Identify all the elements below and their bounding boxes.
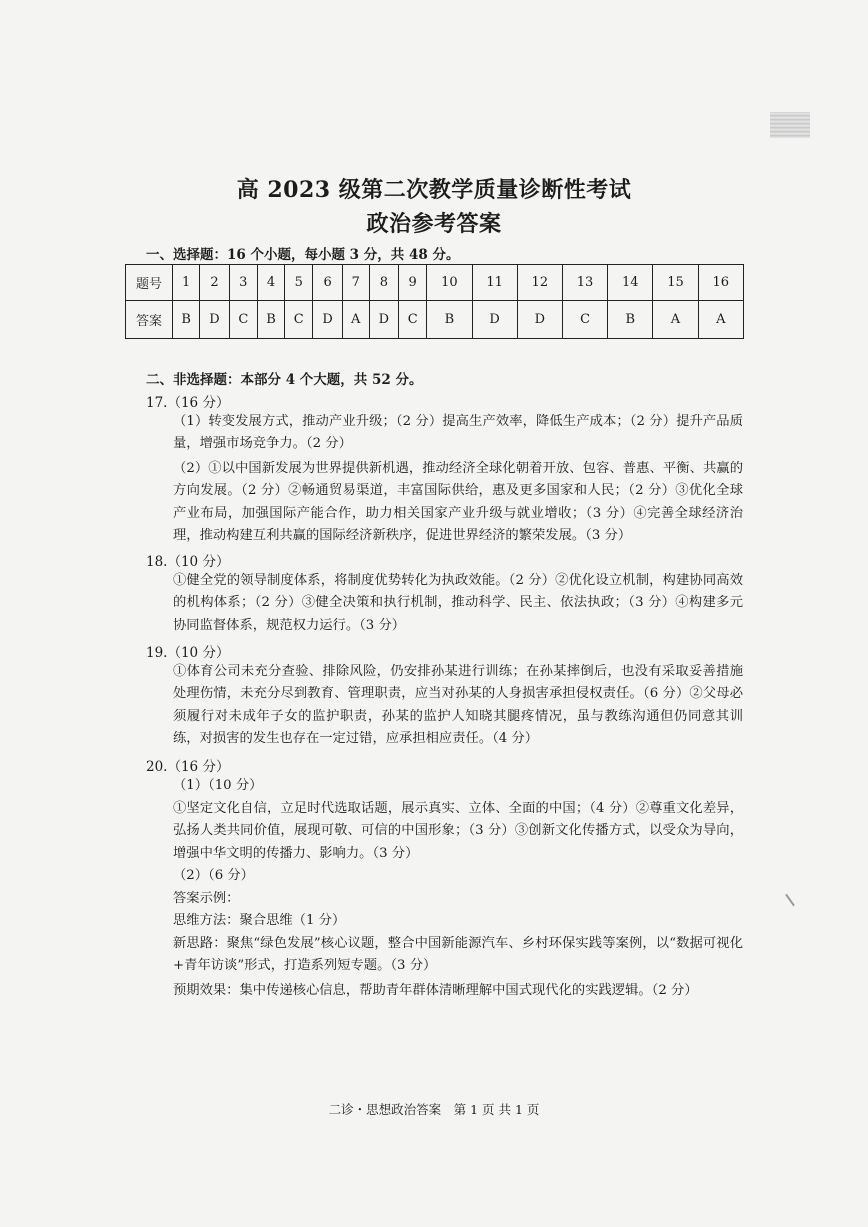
question-number: 13 (562, 265, 607, 301)
section1-heading: 一、选择题：16 个小题，每小题 3 分，共 48 分。 (146, 247, 460, 263)
row-header: 答案 (126, 301, 173, 339)
exam-subtitle: 政治参考答案 (366, 211, 502, 237)
question-17-number: 17.（16 分） (146, 395, 230, 411)
scan-artifact (770, 112, 810, 138)
question-number: 1 (173, 265, 200, 301)
question-number: 14 (608, 265, 653, 301)
answer-cell: C (285, 301, 313, 339)
answer-cell: D (517, 301, 562, 339)
row-header: 题号 (126, 265, 173, 301)
question-number: 4 (257, 265, 284, 301)
question-number: 6 (313, 265, 342, 301)
question-20-sub2: （2）（6 分） (173, 868, 254, 883)
answer-cell: C (562, 301, 607, 339)
question-18-number: 18.（10 分） (146, 554, 230, 570)
question-number: 11 (472, 265, 517, 301)
answer-cell: C (399, 301, 427, 339)
answer-table (125, 264, 744, 339)
question-20-sub1: （1）（10 分） (173, 778, 263, 793)
thinking-method: 思维方法：聚合思维（1 分） (173, 913, 346, 928)
question-number: 12 (517, 265, 562, 301)
answer-cell: D (472, 301, 517, 339)
answer-cell: C (229, 301, 257, 339)
answer-cell: B (173, 301, 200, 339)
answer-cell: A (653, 301, 698, 339)
question-20-number: 20.（16 分） (146, 759, 230, 775)
scan-artifact (785, 894, 795, 907)
answer-cell: B (608, 301, 653, 339)
question-17-part2: （2）①以中国新发展为世界提供新机遇，推动经济全球化朝着开放、包容、普惠、平衡、共赢的方向发展。（2 分）②畅通贸易渠道，丰富国际供给，惠及更多国家和人民；（2 分）③优化全球产业布局，加强国际产能合作，助力相关国家产业升级与就业增收；（3 分）④完善全球经济治理，推动构建互利共赢的国际经济新秩序，促进世界经济的繁荣发展。（3 分） (173, 461, 743, 544)
answer-example-label: 答案示例： (173, 891, 240, 906)
question-number: 5 (285, 265, 313, 301)
question-number: 9 (399, 265, 427, 301)
question-19-number: 19.（10 分） (146, 645, 230, 661)
answer-cell: D (313, 301, 342, 339)
answer-cell: D (369, 301, 398, 339)
answer-cell: A (342, 301, 369, 339)
question-number: 10 (427, 265, 472, 301)
new-approach: 新思路：聚焦“绿色发展”核心议题，整合中国新能源汽车、乡村环保实践等案例，以“数据可视化+青年访谈”形式，打造系列短专题。（3 分） (173, 936, 743, 974)
question-number: 2 (200, 265, 229, 301)
answer-cell: A (698, 301, 743, 339)
question-number: 7 (342, 265, 369, 301)
page-footer: 二诊・思想政治答案 第 1 页 共 1 页 (328, 1102, 540, 1117)
answer-cell: B (427, 301, 472, 339)
expected-effect: 预期效果：集中传递核心信息，帮助青年群体清晰理解中国式现代化的实践逻辑。（2 分） (173, 983, 698, 998)
question-19-answer: ①体育公司未充分查验、排除风险，仍安排孙某进行训练；在孙某摔倒后，也没有采取妥善措施处理伤情，未充分尽到教育、管理职责，应当对孙某的人身损害承担侵权责任。（6 分）②父母必须履行对未成年子女的监护职责，孙某的监护人知晓其腿疼情况，虽与教练沟通但仍同意其训练，对损害的发生也存在一定过错，应承担相应责任。（4 分） (173, 664, 743, 747)
table-row-answers (126, 301, 744, 339)
question-18-answer: ①健全党的领导制度体系，将制度优势转化为执政效能。（2 分）②优化设立机制，构建协同高效的机构体系；（2 分）③健全决策和执行机制，推动科学、民主、依法执政；（3 分）④构建多元协同监督体系，规范权力运行。（3 分） (173, 573, 743, 633)
question-number: 15 (653, 265, 698, 301)
question-20-part1: ①坚定文化自信，立足时代选取话题，展示真实、立体、全面的中国；（4 分）②尊重文化差异，弘扬人类共同价值，展现可敬、可信的中国形象；（3 分）③创新文化传播方式，以受众为导向，增强中华文明的传播力、影响力。（3 分） (173, 801, 743, 861)
question-17-part1: （1）转变发展方式，推动产业升级；（2 分）提高生产效率，降低生产成本；（2 分）提升产品质量，增强市场竞争力。（2 分） (173, 414, 743, 452)
answer-cell: B (257, 301, 284, 339)
section2-heading: 二、非选择题：本部分 4 个大题，共 52 分。 (146, 372, 423, 388)
question-number: 8 (369, 265, 398, 301)
table-row-numbers (126, 265, 744, 301)
question-number: 16 (698, 265, 743, 301)
question-number: 3 (229, 265, 257, 301)
answer-cell: D (200, 301, 229, 339)
exam-title: 高 2023 级第二次教学质量诊断性考试 (236, 177, 632, 203)
